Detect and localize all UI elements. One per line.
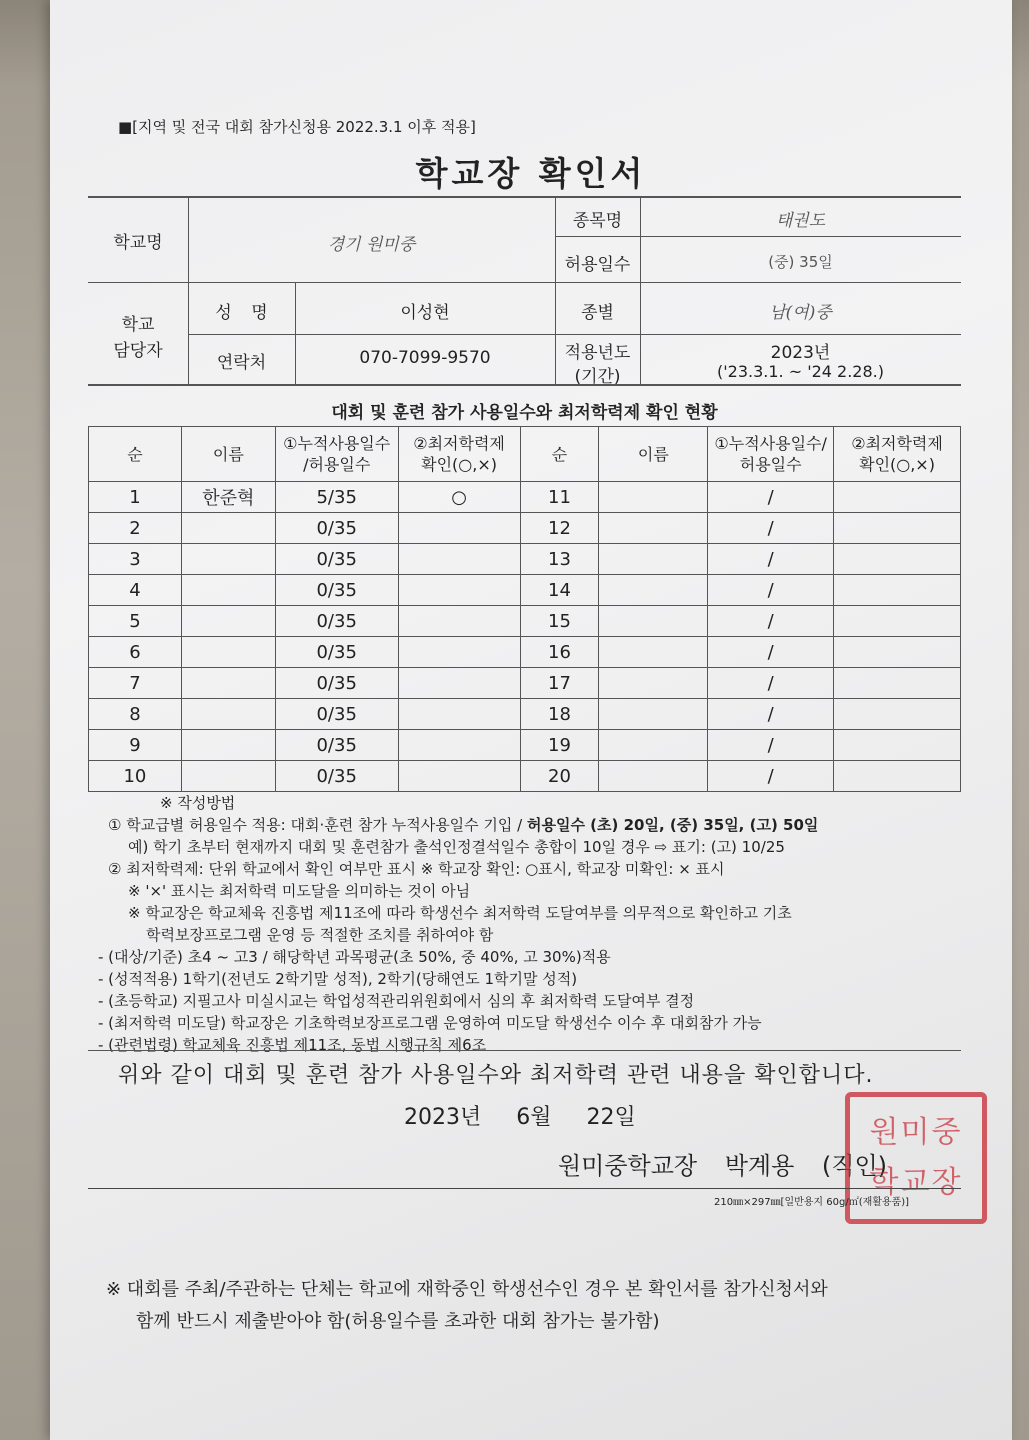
detail-3: - (초등학교) 지필고사 미실시교는 학업성적관리위원회에서 심의 후 최저학력 도달여부 결정 xyxy=(98,992,695,1010)
row-seq-2: 11 xyxy=(520,482,599,513)
table-row xyxy=(89,482,961,513)
student-name-2 xyxy=(599,668,708,699)
document-title: 학교장 확인서 xyxy=(415,154,647,193)
student-name-2 xyxy=(599,761,708,792)
notes-title: ※ 작성방법 xyxy=(160,794,236,812)
row-seq-2: 17 xyxy=(520,668,599,699)
row-seq: 2 xyxy=(89,513,182,544)
student-name xyxy=(181,699,275,730)
note-4b: 학력보장프로그램 운영 등 적절한 조치를 취하여야 함 xyxy=(146,926,494,944)
row-seq: 6 xyxy=(89,637,182,668)
contact-label: 연락처 xyxy=(216,353,267,373)
header-note: ■[지역 및 전국 대회 참가신청용 2022.3.1 이후 적용] xyxy=(118,118,476,136)
bottom-notice-line1: ※ 대회를 주최/주관하는 단체는 학교에 재학중인 학생선수인 경우 본 확인서를 참가신청서와 xyxy=(106,1279,828,1300)
school-value: 경기 원미중 xyxy=(327,235,416,255)
detail-4: - (최저학력 미도달) 학교장은 기초학력보장프로그램 운영하여 미도달 학생선수 이수 후 대회참가 가능 xyxy=(98,1014,762,1032)
used-days: 0/35 xyxy=(275,606,398,637)
academic-check-2 xyxy=(834,637,961,668)
info-top-border xyxy=(88,196,961,198)
used-days-2: / xyxy=(708,730,834,761)
principal-signature: 원미중학교장 박계용 (직인) xyxy=(558,1152,888,1180)
academic-check xyxy=(398,699,520,730)
table-row xyxy=(89,761,961,792)
academic-check-2 xyxy=(834,761,961,792)
days-label: 허용일수 xyxy=(564,255,631,275)
used-days: 0/35 xyxy=(275,699,398,730)
row-seq: 4 xyxy=(89,575,182,606)
detail-1: - (대상/기준) 초4 ~ 고3 / 해당학년 과목평균(초 50%, 중 40%, 고 30%)적용 xyxy=(98,948,611,966)
table-row xyxy=(89,544,961,575)
academic-check-2 xyxy=(834,513,961,544)
row-seq: 5 xyxy=(89,606,182,637)
academic-check xyxy=(398,544,520,575)
bottom-notice-line2: 함께 반드시 제출받아야 함(허용일수를 초과한 대회 참가는 불가함) xyxy=(136,1311,660,1332)
academic-check xyxy=(398,606,520,637)
student-name: 한준혁 xyxy=(181,482,275,513)
year-label-line1: 적용년도 xyxy=(564,343,631,363)
student-name xyxy=(181,575,275,606)
info-bottom-border xyxy=(88,384,961,386)
row-seq: 3 xyxy=(89,544,182,575)
header-seq: 순 xyxy=(89,427,182,482)
used-days-2: / xyxy=(708,482,834,513)
student-name xyxy=(181,637,275,668)
used-days: 0/35 xyxy=(275,730,398,761)
note-2: ② 최저학력제: 단위 학교에서 확인 여부만 표시 ※ 학교장 확인: ○표시, 학교장 미확인: × 표시 xyxy=(108,860,725,878)
academic-check-2 xyxy=(834,699,961,730)
student-name-2 xyxy=(599,637,708,668)
table-row xyxy=(89,513,961,544)
name-label: 성 명 xyxy=(215,303,268,323)
header-name-2: 이름 xyxy=(599,427,708,482)
seal-text: 원미중학교장 xyxy=(869,1115,963,1200)
student-name-2 xyxy=(599,575,708,606)
used-days: 5/35 xyxy=(275,482,398,513)
row-seq: 10 xyxy=(89,761,182,792)
academic-check-2 xyxy=(834,668,961,699)
row-seq: 7 xyxy=(89,668,182,699)
used-days: 0/35 xyxy=(275,575,398,606)
note-4a: ※ 학교장은 학교체육 진흥법 제11조에 따라 학생선수 최저학력 도달여부를 의무적으로 확인하고 기초 xyxy=(128,904,792,922)
used-days-2: / xyxy=(708,513,834,544)
used-days-2: / xyxy=(708,606,834,637)
used-days-2: / xyxy=(708,699,834,730)
academic-check-2 xyxy=(834,606,961,637)
used-days-2: / xyxy=(708,575,834,606)
year-label-line2: (기간) xyxy=(574,367,621,387)
academic-check-2 xyxy=(834,544,961,575)
table-header-row xyxy=(89,427,961,482)
used-days-2: / xyxy=(708,668,834,699)
header-days-2 xyxy=(708,427,834,482)
student-name xyxy=(181,761,275,792)
gender-value: 남(여)중 xyxy=(769,303,832,323)
note-1-example: 예) 학기 초부터 현재까지 대회 및 훈련참가 출석인정결석일수 총합이 10일 경우 ⇨ 표기: (고) 10/25 xyxy=(128,838,785,856)
info-subrow-divider-right xyxy=(555,236,961,237)
header-check2-line1: ②최저학력제 xyxy=(851,434,943,453)
participation-table xyxy=(88,426,961,792)
header-check xyxy=(398,427,520,482)
student-name-2 xyxy=(599,482,708,513)
student-name xyxy=(181,513,275,544)
contact-value: 070-7099-9570 xyxy=(359,348,491,368)
notes-divider xyxy=(88,1050,961,1051)
note-1-bold: 허용일수 (초) 20일, (중) 35일, (고) 50일 xyxy=(527,816,819,834)
school-label: 학교명 xyxy=(113,233,163,253)
academic-check xyxy=(398,513,520,544)
days-value: (중) 35일 xyxy=(768,253,833,271)
used-days-2: / xyxy=(708,637,834,668)
student-name-2 xyxy=(599,606,708,637)
sport-value: 태권도 xyxy=(775,211,826,231)
paper-spec: 210㎜×297㎜[일반용지 60g/㎡(재활용품)] xyxy=(714,1197,910,1208)
row-seq-2: 14 xyxy=(520,575,599,606)
header-check-2 xyxy=(834,427,961,482)
header-days-line1: ①누적사용일수 xyxy=(283,434,391,453)
student-name-2 xyxy=(599,513,708,544)
table-row xyxy=(89,699,961,730)
name-value: 이성현 xyxy=(400,303,450,323)
header-days-line2: /허용일수 xyxy=(303,455,371,474)
row-seq-2: 19 xyxy=(520,730,599,761)
row-seq: 9 xyxy=(89,730,182,761)
detail-2: - (성적적용) 1학기(전년도 2학기말 성적), 2학기(당해연도 1학기말 성적) xyxy=(98,970,578,988)
sport-label: 종목명 xyxy=(572,211,623,231)
row-seq-2: 15 xyxy=(520,606,599,637)
student-name-2 xyxy=(599,730,708,761)
academic-check: ○ xyxy=(398,482,520,513)
row-seq-2: 20 xyxy=(520,761,599,792)
used-days: 0/35 xyxy=(275,544,398,575)
header-days xyxy=(275,427,398,482)
used-days: 0/35 xyxy=(275,637,398,668)
section-title: 대회 및 훈련 참가 사용일수와 최저학력제 확인 현황 xyxy=(331,403,718,423)
header-check-line2: 확인(○,×) xyxy=(421,455,497,474)
used-days: 0/35 xyxy=(275,668,398,699)
table-row xyxy=(89,730,961,761)
document-paper xyxy=(50,0,1012,1440)
header-days2-line1: ①누적사용일수/ xyxy=(714,434,827,453)
student-name-2 xyxy=(599,699,708,730)
academic-check xyxy=(398,637,520,668)
academic-check-2 xyxy=(834,482,961,513)
student-name xyxy=(181,606,275,637)
academic-check xyxy=(398,730,520,761)
student-name xyxy=(181,730,275,761)
row-seq-2: 16 xyxy=(520,637,599,668)
confirm-statement: 위와 같이 대회 및 훈련 참가 사용일수와 최저학력 관련 내용을 확인합니다. xyxy=(118,1063,874,1088)
academic-check-2 xyxy=(834,730,961,761)
row-seq: 8 xyxy=(89,699,182,730)
row-seq: 1 xyxy=(89,482,182,513)
header-check-line1: ②최저학력제 xyxy=(413,434,505,453)
note-3: ※ '×' 표시는 최저학력 미도달을 의미하는 것이 아님 xyxy=(128,882,471,900)
staff-label-line2: 담당자 xyxy=(113,341,163,361)
row-seq-2: 12 xyxy=(520,513,599,544)
gender-label: 종별 xyxy=(581,303,614,323)
academic-check xyxy=(398,575,520,606)
student-name xyxy=(181,544,275,575)
info-row-divider xyxy=(88,282,961,283)
table-row xyxy=(89,637,961,668)
confirm-date: 2023년 6월 22일 xyxy=(404,1105,636,1130)
header-seq-2: 순 xyxy=(520,427,599,482)
detail-5: - (관련법령) 학교체육 진흥법 제11조, 동법 시행규칙 제6조 xyxy=(98,1036,487,1054)
header-days2-line2: 허용일수 xyxy=(739,455,802,474)
academic-check xyxy=(398,668,520,699)
table-row xyxy=(89,668,961,699)
used-days-2: / xyxy=(708,761,834,792)
note-1 xyxy=(108,814,988,836)
used-days: 0/35 xyxy=(275,761,398,792)
used-days-2: / xyxy=(708,544,834,575)
table-row xyxy=(89,575,961,606)
student-name-2 xyxy=(599,544,708,575)
staff-label-line1: 학교 xyxy=(121,315,155,335)
year-value: 2023년 xyxy=(770,343,831,363)
student-name xyxy=(181,668,275,699)
note-1-text: ① 학교급별 허용일수 적용: 대회·훈련 참가 누적사용일수 기입 / xyxy=(108,816,527,834)
row-seq-2: 18 xyxy=(520,699,599,730)
academic-check-2 xyxy=(834,575,961,606)
period-value: ('23.3.1. ~ '24 2.28.) xyxy=(717,362,884,381)
row-seq-2: 13 xyxy=(520,544,599,575)
bottom-notice xyxy=(106,1274,828,1338)
header-check2-line2: 확인(○,×) xyxy=(859,455,935,474)
academic-check xyxy=(398,761,520,792)
writing-notes xyxy=(98,792,988,1056)
header-name: 이름 xyxy=(181,427,275,482)
table-row xyxy=(89,606,961,637)
used-days: 0/35 xyxy=(275,513,398,544)
footer-line xyxy=(88,1188,961,1189)
info-subrow-divider-staff xyxy=(188,334,961,335)
